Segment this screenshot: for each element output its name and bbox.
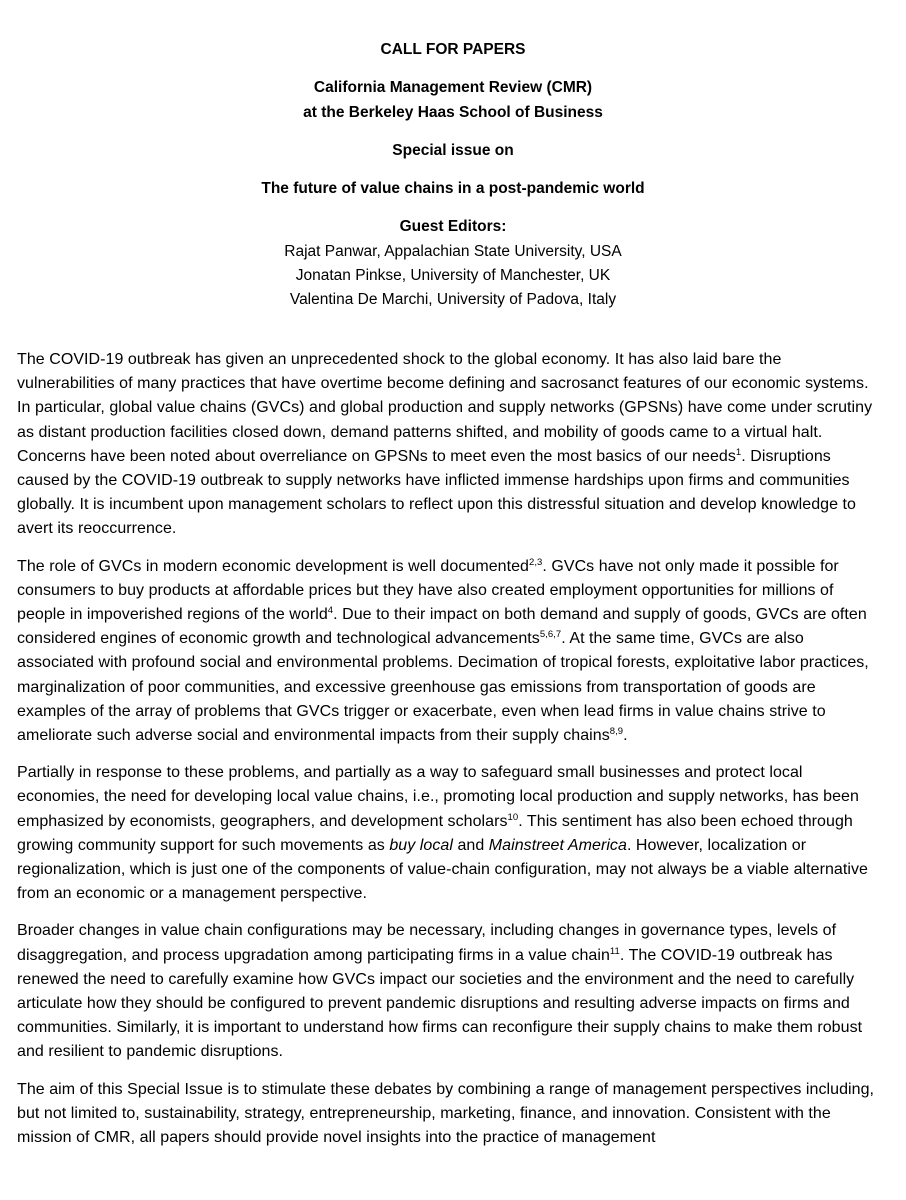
emphasis: buy local bbox=[389, 836, 453, 854]
paragraph: Broader changes in value chain configurations may be necessary, including changes in governance types, levels of disaggregation, and process upgradation among participating firms in a value chain$^{11}$. The COVID-19 outbreak has renewed the need to carefully examine how GVCs impact our societies and the environment and the need to carefully articulate how they should be configured to prevent pandemic disruptions and resulting adverse impacts on firms and communities. Similarly, it is important to understand how firms can reconfigure their supply chains to make them robust and resilient to pandemic disruptions. bbox=[17, 922, 863, 1061]
editor-line: Jonatan Pinkse, University of Manchester, UK bbox=[295, 267, 611, 284]
footnote-ref: 11 bbox=[609, 945, 620, 957]
footnote-ref: 10 bbox=[507, 811, 519, 823]
body-text bbox=[17, 348, 877, 1163]
journal-title: California Management Review (CMR) bbox=[313, 79, 593, 96]
footnote-ref: 4 bbox=[327, 605, 334, 617]
footnote-ref: 2,3 bbox=[529, 556, 543, 568]
school-line: at the Berkeley Haas School of Business bbox=[303, 104, 603, 121]
emphasis: Mainstreet America bbox=[488, 836, 627, 854]
paragraph: Partially in response to these problems, and partially as a way to safeguard small businesses and protect local economies, the need for developing local value chains, i.e., promoting local production and supply networks, has been emphasized by economists, geographers, and development scholars$^{10}$. This sentiment has also been echoed through growing community support for such movements as buy local and Mainstreet America. However, localization or regionalization, which is just one of the components of value-chain configuration, may not always be a viable alternative from an economic or a management perspective. bbox=[17, 764, 868, 903]
paragraph: The role of GVCs in modern economic development is well documented$^{2,3}$. GVCs have not only made it possible for consumers to buy products at affordable prices but they have also created employment opportunities for millions of people in impoverished regions of the world$^4$. Due to their impact on both demand and supply of goods, GVCs are often considered engines of economic growth and technological advancements$^{5,6,7}$. At the same time, GVCs are also associated with profound social and environmental problems. Decimation of tropical forests, exploitative labor practices, marginalization of poor communities, and excessive greenhouse gas emissions from transportation of goods are examples of the array of problems that GVCs trigger or exacerbate, even when lead firms in value chains strive to ameliorate such adverse social and environmental impacts from their supply chains$^{8,9}$. bbox=[17, 556, 869, 745]
call-for-papers-heading: CALL FOR PAPERS bbox=[380, 41, 526, 58]
editor-line: Valentina De Marchi, University of Padova, Italy bbox=[289, 291, 617, 308]
footnote-ref: 8,9 bbox=[609, 726, 624, 738]
footnote-ref: 5,6,7 bbox=[539, 629, 562, 641]
paragraph: The COVID-19 outbreak has given an unprecedented shock to the global economy. It has also laid bare the vulnerabilities of many practices that have overtime become defining and sacrosanct features of our economic systems. In particular, global value chains (GVCs) and global production and supply networks (GPSNs) have come under scrutiny as distant production facilities closed down, demand patterns shifted, and mobility of goods came to a virtual halt. Concerns have been noted about overreliance on GPSNs to meet even the most basics of our needs$^1$. Disruptions caused by the COVID-19 outbreak to supply networks have inflicted immense hardships upon firms and communities globally. It is incumbent upon management scholars to reflect upon this distressful situation and develop knowledge to avert its reoccurrence. bbox=[17, 351, 873, 538]
editor-line: Rajat Panwar, Appalachian State University, USA bbox=[284, 243, 622, 260]
guest-editors-label: Guest Editors: bbox=[399, 218, 507, 235]
special-issue-topic: The future of value chains in a post-pandemic world bbox=[261, 180, 645, 197]
footnote-ref: 1 bbox=[735, 446, 742, 458]
paragraph: The aim of this Special Issue is to stimulate these debates by combining a range of management perspectives including, but not limited to, sustainability, strategy, entrepreneurship, marketing, finance, and innovation. Consistent with the mission of CMR, all papers should provide novel insights into the practice of management bbox=[17, 1080, 875, 1147]
special-issue-label: Special issue on bbox=[392, 142, 514, 159]
